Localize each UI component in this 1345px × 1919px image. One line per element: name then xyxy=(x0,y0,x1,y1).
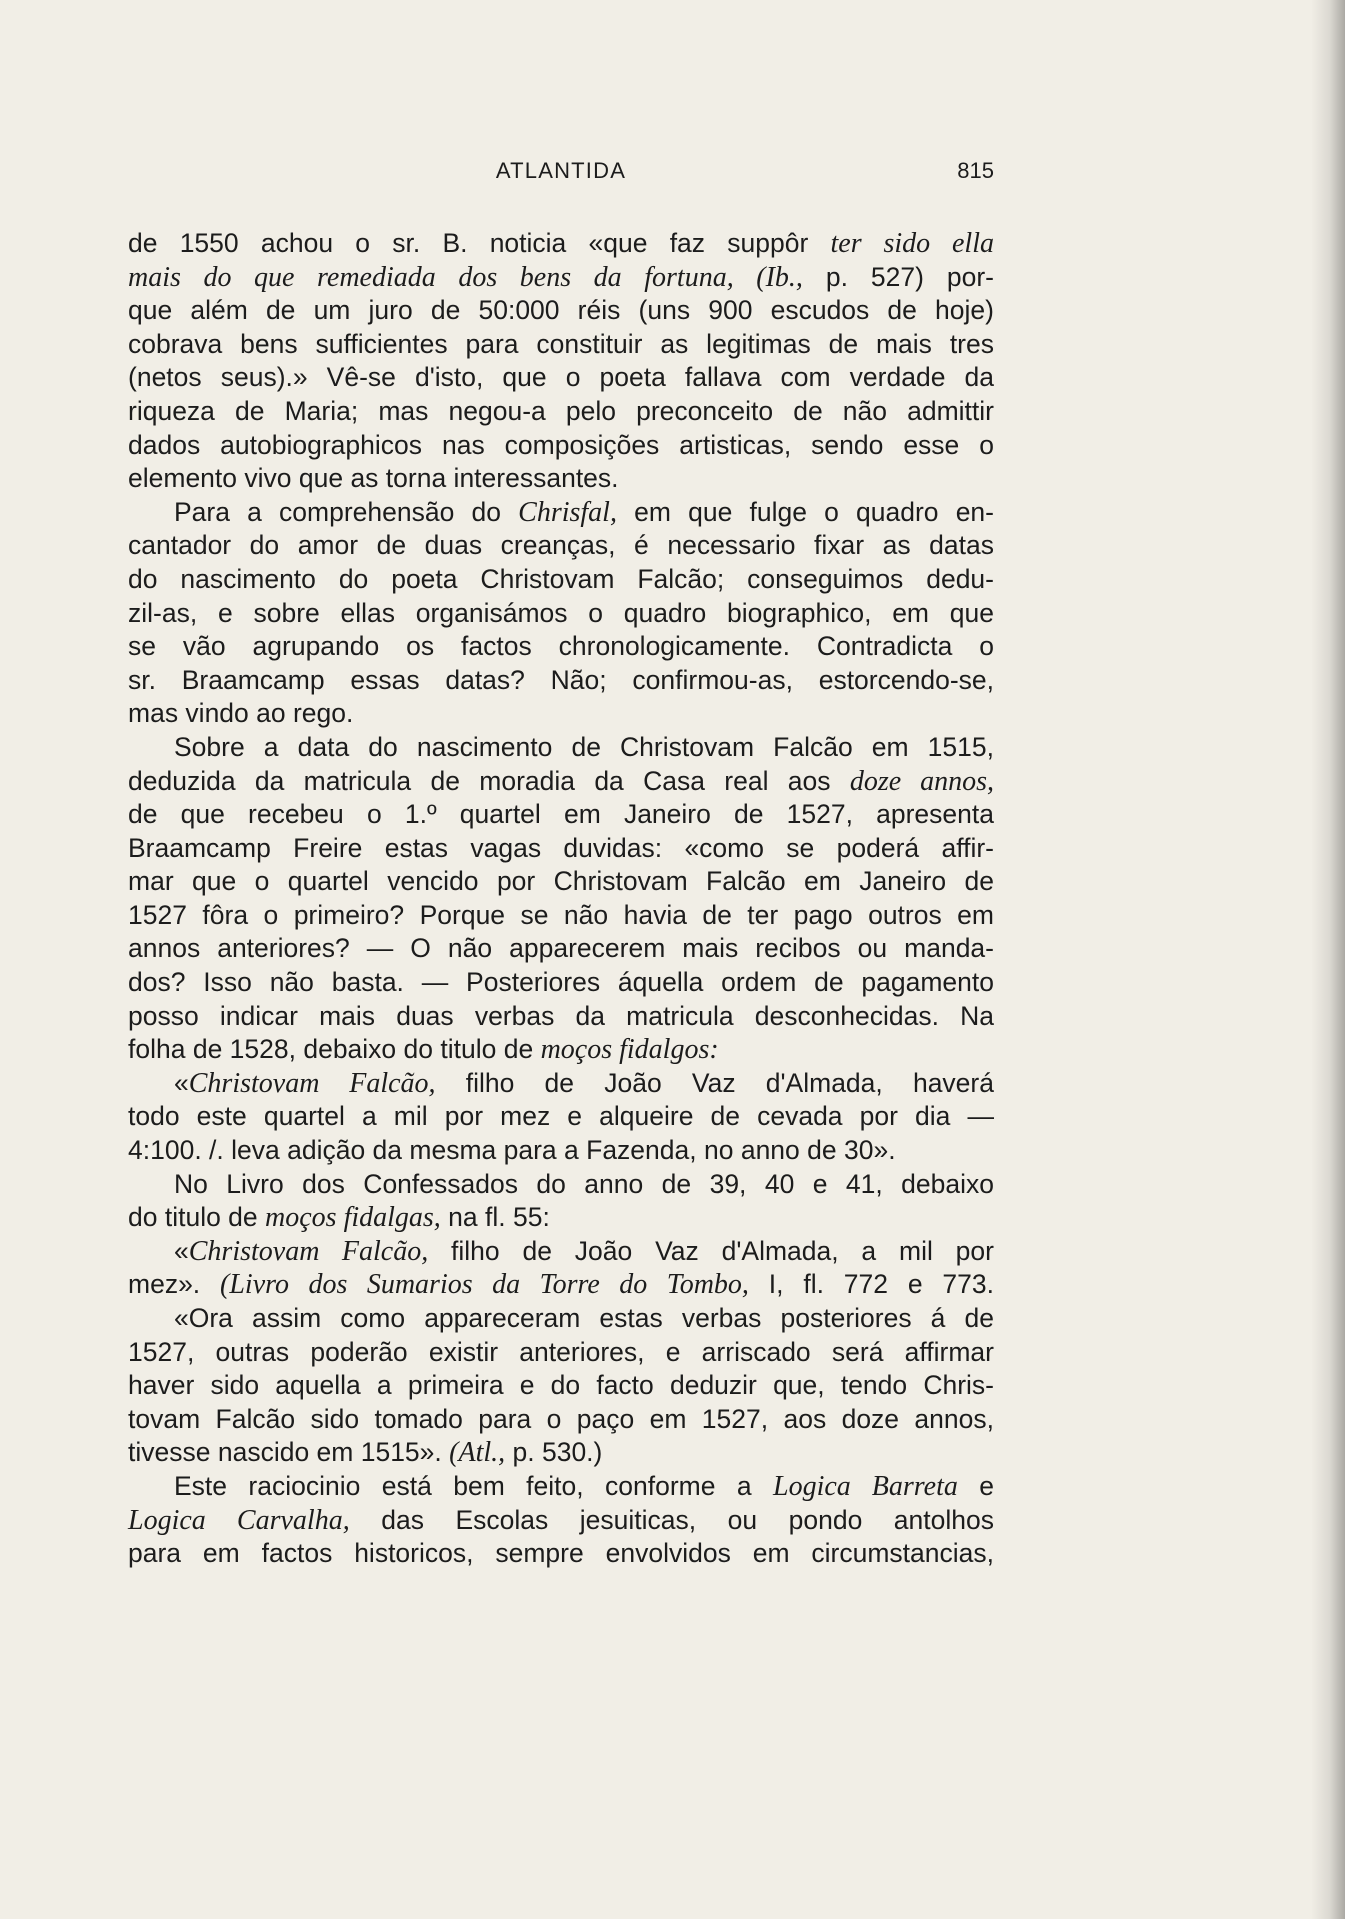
text-line xyxy=(128,664,994,698)
text-segment: dos? Isso não basta. — Posteriores áquella ordem de pagamento xyxy=(128,967,994,998)
text-line xyxy=(128,328,994,362)
text-segment: todo este quartel a mil por mez e alqueire de cevada por dia — xyxy=(128,1101,994,1132)
text-line xyxy=(128,1470,994,1504)
text-segment: cobrava bens sufficientes para constituir as legitimas de mais tres xyxy=(128,328,994,359)
text-line xyxy=(128,865,994,899)
text-line xyxy=(128,1436,994,1470)
text-segment: « xyxy=(174,1067,189,1098)
text-segment: se vão agrupando os factos chronologicamente. Contradicta o xyxy=(128,631,994,662)
text-segment: haver sido aquella a primeira e do facto deduzir que, tendo Chris- xyxy=(128,1370,994,1401)
text-line xyxy=(128,294,994,328)
text-line xyxy=(128,1033,994,1067)
text-segment: em que fulge o quadro en- xyxy=(616,496,994,527)
text-line xyxy=(128,395,994,429)
text-line xyxy=(128,1504,994,1538)
text-line xyxy=(128,899,994,933)
text-segment: das Escolas jesuiticas, ou pondo antolhos xyxy=(349,1504,995,1535)
text-line xyxy=(128,966,994,1000)
text-segment: e xyxy=(957,1470,995,1501)
text-line xyxy=(128,261,994,295)
text-segment: «Ora assim como appareceram estas verbas posteriores á de xyxy=(174,1303,994,1333)
page-edge-shadow xyxy=(1311,0,1345,1919)
text-segment: de 1550 achou o sr. B. noticia «que faz suppôr xyxy=(128,228,831,258)
text-segment: Para a comprehensão do xyxy=(174,496,519,527)
text-line xyxy=(128,1403,994,1437)
italic-segment: (Atl., xyxy=(449,1437,506,1469)
text-line xyxy=(128,361,994,395)
text-segment: p. 527) por- xyxy=(802,261,994,292)
text-line xyxy=(128,1000,994,1034)
text-segment: do titulo de xyxy=(128,1202,266,1233)
text-line xyxy=(128,1067,994,1101)
text-segment: tovam Falcão sido tomado para o paço em 1527, aos doze annos, xyxy=(128,1403,994,1434)
page-number: 815 xyxy=(957,158,994,183)
text-segment: Braamcamp Freire estas vagas duvidas: «como se poderá affir- xyxy=(128,832,994,863)
text-segment: (netos seus).» Vê-se d'isto, que o poeta fallava com verdade da xyxy=(128,362,994,393)
text-segment: mar que o quartel vencido por Christovam Falcão em Janeiro de xyxy=(128,866,994,897)
text-line xyxy=(128,1100,994,1134)
text-segment: que além de um juro de 50:000 réis (uns 900 escudos de hoje) xyxy=(128,295,994,326)
text-segment: na fl. 55: xyxy=(440,1202,550,1233)
italic-segment: Logica Carvalha, xyxy=(128,1504,350,1536)
text-segment: de que recebeu o 1.º quartel em Janeiro de 1527, apresenta xyxy=(128,799,994,830)
text-segment: dados autobiographicos nas composições artisticas, sendo esse o xyxy=(128,429,994,460)
text-segment: zil-as, e sobre ellas organisámos o quadro biographico, em que xyxy=(128,597,994,628)
text-segment: 1527 fôra o primeiro? Porque se não havia de ter pago outros em xyxy=(128,899,994,930)
text-segment: mas vindo ao rego. xyxy=(128,698,354,729)
text-segment: « xyxy=(174,1235,189,1266)
text-segment: Este raciocinio está bem feito, conforme a xyxy=(174,1470,773,1501)
text-line xyxy=(128,1336,994,1370)
text-segment: annos anteriores? — O não apparecerem mais recibos ou manda- xyxy=(128,933,994,964)
text-segment: elemento vivo que as torna interessantes. xyxy=(128,463,619,494)
text-segment: mez». xyxy=(128,1269,221,1300)
text-line xyxy=(128,630,994,664)
text-line xyxy=(128,563,994,597)
italic-segment: mais do que remediada dos bens da fortuna, (Ib., xyxy=(128,261,803,293)
text-segment: cantador do amor de duas creanças, é necessario fixar as datas xyxy=(128,530,994,561)
italic-segment: Christovam Falcão, xyxy=(188,1235,429,1267)
text-segment: deduzida da matricula de moradia da Casa real aos xyxy=(128,765,850,796)
italic-segment: moços fidalgos: xyxy=(540,1034,719,1066)
body-text xyxy=(128,227,994,1571)
text-line xyxy=(128,227,994,261)
text-line xyxy=(128,429,994,463)
text-segment: filho de João Vaz d'Almada, haverá xyxy=(435,1067,994,1098)
text-segment: filho de João Vaz d'Almada, a mil por xyxy=(428,1235,994,1266)
text-segment: p. 530.) xyxy=(505,1437,603,1468)
text-line xyxy=(128,597,994,631)
text-line xyxy=(128,1369,994,1403)
text-line xyxy=(128,496,994,530)
text-segment: 1527, outras poderão existir anteriores, e arriscado será affirmar xyxy=(128,1336,994,1367)
text-segment: para em factos historicos, sempre envolvidos em circumstancias, xyxy=(128,1538,994,1569)
text-line xyxy=(128,529,994,563)
text-line xyxy=(128,731,994,765)
text-line xyxy=(128,1134,994,1168)
text-line xyxy=(128,832,994,866)
text-segment: 4:100. /. leva adição da mesma para a Fazenda, no anno de 30». xyxy=(128,1135,896,1166)
text-line xyxy=(128,1235,994,1269)
italic-segment: Chrisfal, xyxy=(518,496,617,528)
text-line xyxy=(128,932,994,966)
text-line xyxy=(128,462,994,496)
running-title: ATLANTIDA xyxy=(495,158,627,183)
text-segment: folha de 1528, debaixo do titulo de xyxy=(128,1034,541,1065)
italic-segment: Logica Barreta xyxy=(773,1470,958,1502)
text-segment: tivesse nascido em 1515». xyxy=(128,1437,450,1468)
text-line xyxy=(128,1201,994,1235)
italic-segment: doze annos, xyxy=(849,765,994,797)
text-line xyxy=(128,1268,994,1302)
italic-segment: Christovam Falcão, xyxy=(188,1067,436,1099)
text-line xyxy=(128,765,994,799)
text-segment: posso indicar mais duas verbas da matricula desconhecidas. Na xyxy=(128,1000,994,1031)
text-segment: sr. Braamcamp essas datas? Não; confirmou-as, estorcendo-se, xyxy=(128,664,994,695)
text-segment: Sobre a data do nascimento de Christovam Falcão em 1515, xyxy=(174,731,994,762)
italic-segment: moços fidalgas, xyxy=(265,1202,441,1234)
text-line xyxy=(128,1302,994,1336)
page-header xyxy=(128,158,994,198)
text-segment: No Livro dos Confessados do anno de 39, 40 e 41, debaixo xyxy=(174,1168,994,1199)
text-line xyxy=(128,1537,994,1571)
italic-segment: ter sido ella xyxy=(830,228,994,259)
text-line xyxy=(128,1168,994,1202)
text-line xyxy=(128,697,994,731)
italic-segment: (Livro dos Sumarios da Torre do Tombo, xyxy=(220,1269,749,1301)
text-line xyxy=(128,798,994,832)
text-segment: riqueza de Maria; mas negou-a pelo preconceito de não admittir xyxy=(128,395,994,426)
text-segment: I, fl. 772 e 773. xyxy=(748,1269,994,1300)
text-segment: do nascimento do poeta Christovam Falcão; conseguimos dedu- xyxy=(128,563,994,594)
